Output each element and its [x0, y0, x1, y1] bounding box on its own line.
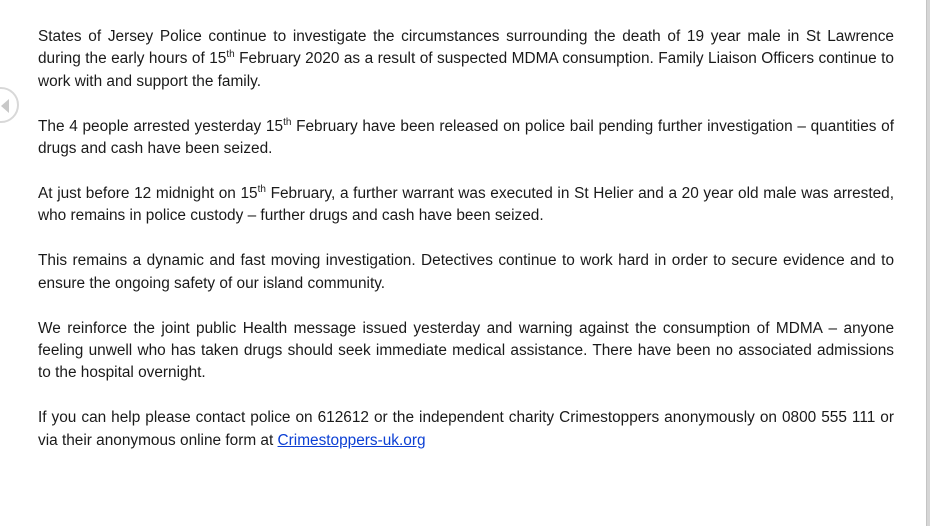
ordinal-suffix: th	[257, 183, 266, 195]
paragraph-investigation	[38, 26, 894, 93]
crimestoppers-link[interactable]: Crimestoppers-uk.org	[277, 431, 426, 449]
ordinal-suffix: th	[226, 49, 235, 61]
paragraph-text: The 4 people arrested yesterday 15	[38, 117, 284, 135]
paragraph-contact	[38, 407, 894, 452]
paragraph-dynamic-investigation: This remains a dynamic and fast moving investigation. Detectives continue to work hard in order to secure evidence and to ensure the ongoing safety of our island community.	[38, 252, 894, 292]
arrow-left-icon	[1, 99, 9, 113]
paragraph-arrests-released	[38, 116, 894, 161]
paragraph-text: States of Jersey Police continue to investigate the circumstances surrounding the death of 19 year male in St Lawrence during the early hours of 15	[38, 28, 894, 68]
paragraph-text: February have been released on police bail pending further investigation – quantities of drugs and cash have been seized.	[38, 117, 894, 158]
paragraph-further-warrant	[38, 183, 894, 228]
paragraph-text: February, a further warrant was executed in St Helier and a 20 year old male was arrested, who remains in police custody – further drugs and cash have been seized.	[38, 185, 894, 225]
ordinal-suffix: th	[283, 116, 292, 128]
paragraph-text: If you can help please contact police on 612612 or the independent charity Crimestoppers anonymously on 0800 555 111 or via their anonymous online form at	[38, 409, 894, 449]
document-body	[38, 26, 894, 475]
paragraph-text: February 2020 as a result of suspected MDMA consumption. Family Liaison Officers continue to work with and support the family.	[38, 50, 894, 90]
paragraph-health-message: We reinforce the joint public Health message issued yesterday and warning against the consumption of MDMA – anyone feeling unwell who has taken drugs should seek immediate medical assistance. There have been no associated admissions to the hospital overnight.	[38, 319, 894, 382]
paragraph-text: At just before 12 midnight on 15	[38, 185, 258, 203]
previous-page-button[interactable]	[0, 87, 19, 123]
window-right-edge	[926, 0, 930, 526]
